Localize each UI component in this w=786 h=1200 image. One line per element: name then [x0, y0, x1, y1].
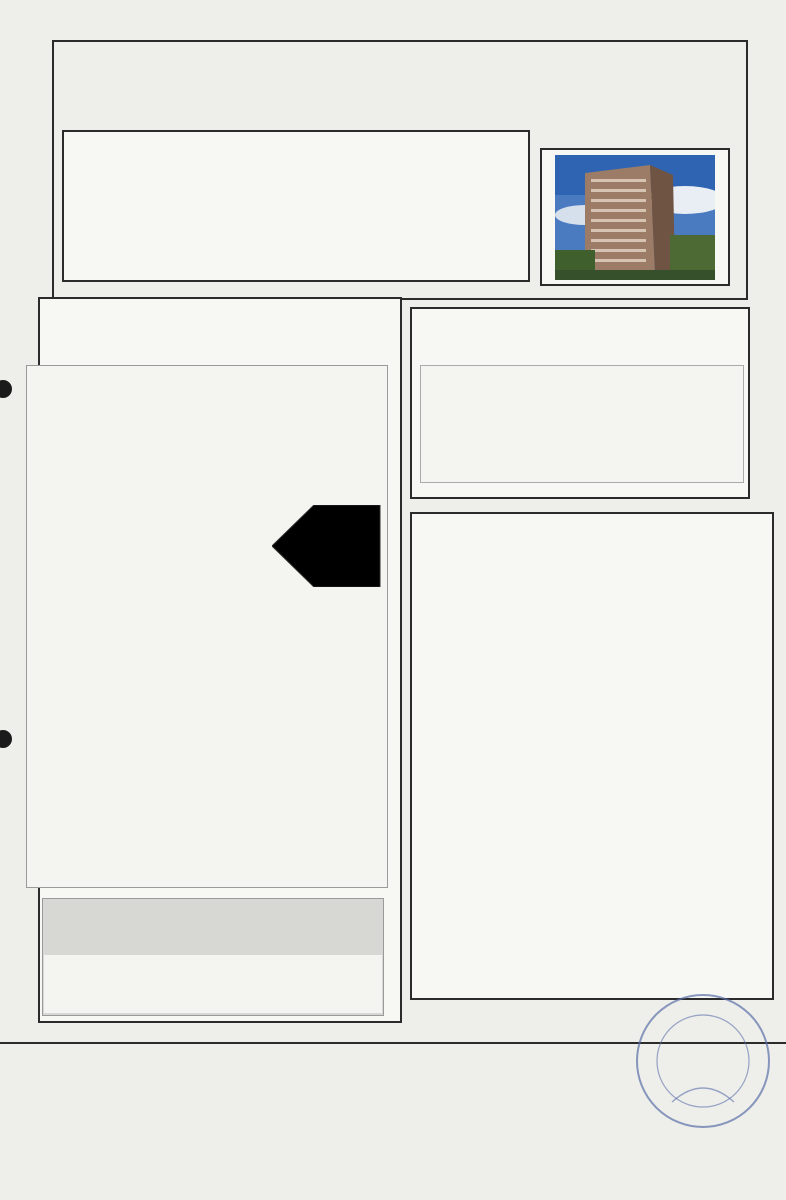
city-row — [75, 176, 165, 187]
current-class-marker — [272, 505, 382, 587]
current-class-shape — [272, 505, 382, 587]
requirement-value-area — [44, 955, 382, 1013]
type-row — [75, 230, 165, 241]
energy-pie-chart — [628, 377, 718, 467]
legend-swatch-elektrina — [428, 391, 437, 400]
area-row — [75, 255, 273, 266]
specialist-stamp — [632, 990, 774, 1132]
legend-swatch-szte — [428, 375, 437, 384]
scale-area — [26, 365, 388, 888]
building-photo — [555, 155, 715, 280]
building-photo-image — [555, 155, 715, 280]
punch-hole-bottom — [0, 730, 12, 748]
indicators-panel — [410, 512, 774, 1000]
legend-item-elektrina — [428, 391, 441, 400]
parcel-row — [75, 204, 165, 215]
street-row — [75, 150, 165, 161]
legend-item-szte — [428, 375, 441, 384]
punch-hole-top — [0, 380, 12, 398]
